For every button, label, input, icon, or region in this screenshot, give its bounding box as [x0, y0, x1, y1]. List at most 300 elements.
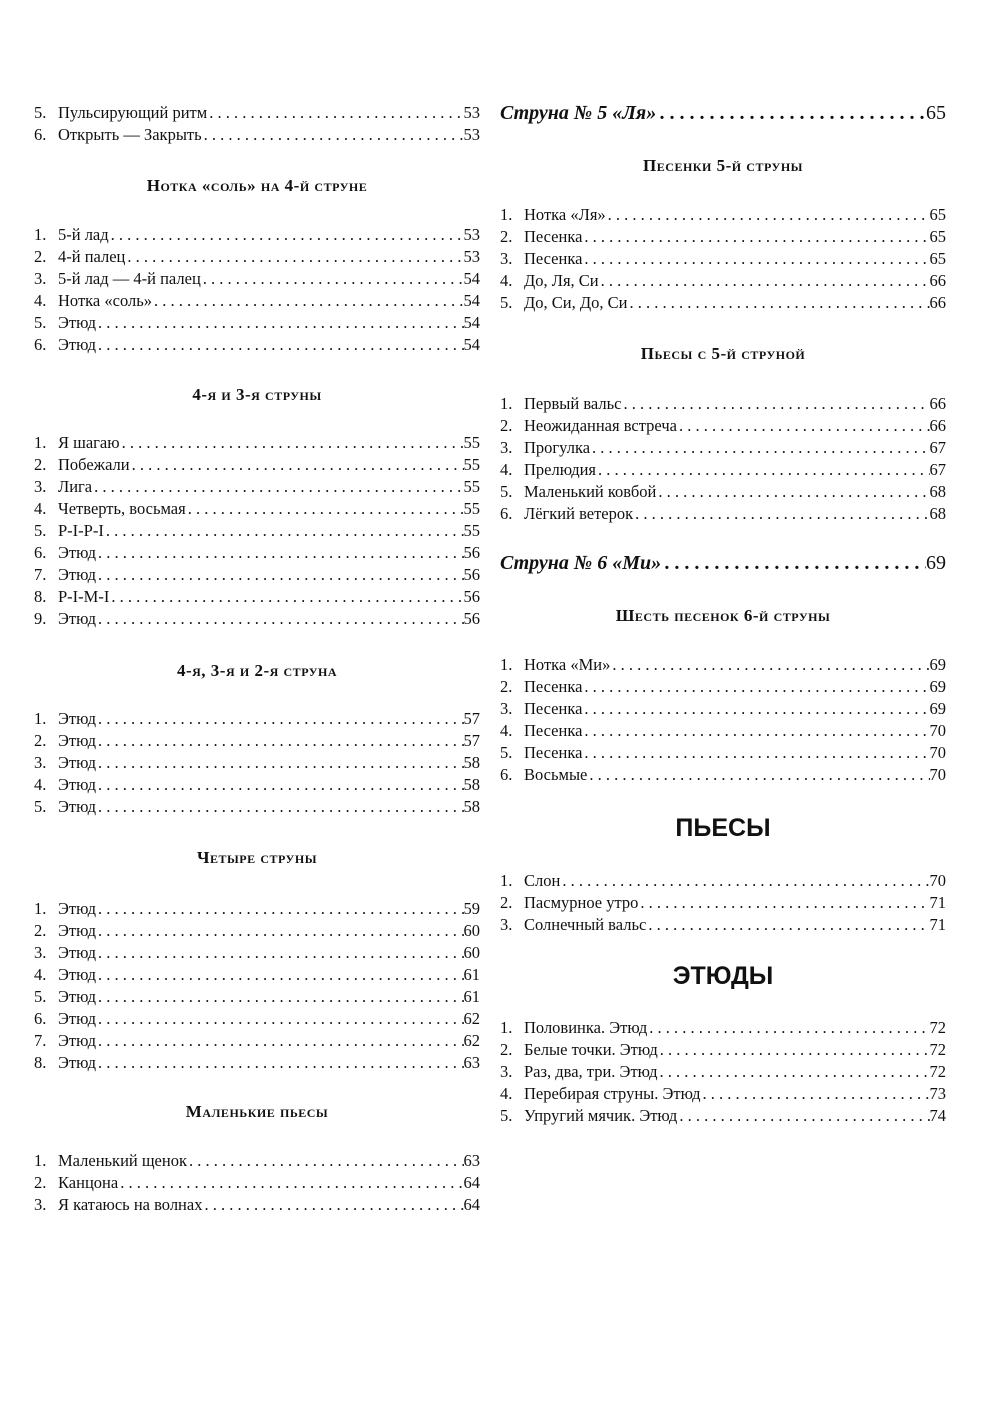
entry-title: Перебирая струны. Этюд — [524, 1084, 701, 1103]
entry-number: 5. — [34, 103, 47, 122]
leader-dots — [118, 1172, 463, 1194]
entry-title: Этюд — [58, 1031, 96, 1050]
leader-dots — [109, 224, 464, 246]
entry-page: 71 — [929, 915, 946, 934]
entry-page: 70 — [929, 721, 946, 740]
leader-dots — [610, 654, 929, 676]
entry-title: Этюд — [58, 335, 96, 354]
leader-dots — [187, 1150, 464, 1172]
toc-entry — [34, 1052, 480, 1074]
toc-entry — [34, 102, 480, 124]
entry-number: 3. — [34, 1195, 47, 1214]
leader-dots — [560, 870, 929, 892]
toc-entry — [500, 1039, 946, 1061]
entry-title: Этюд — [58, 899, 96, 918]
entry-title: Этюд — [58, 775, 96, 794]
entry-title: Открыть — Закрыть — [58, 125, 202, 144]
leader-dots — [658, 1061, 930, 1083]
leader-dots — [582, 248, 929, 270]
toc-entry — [34, 730, 480, 752]
toc-entry — [34, 1150, 480, 1172]
entry-page: 69 — [929, 677, 946, 696]
entry-title: Маленький ковбой — [524, 482, 657, 501]
entry-page: 54 — [463, 313, 480, 332]
leader-dots — [96, 730, 464, 752]
entry-page: 68 — [929, 482, 946, 501]
string-5-entry — [500, 98, 946, 128]
entry-number: 3. — [34, 477, 47, 496]
toc-entry — [34, 542, 480, 564]
toc-entry — [34, 268, 480, 290]
entry-number: 6. — [34, 1009, 47, 1028]
entry-title: Лёгкий ветерок — [524, 504, 634, 523]
entry-title: Этюд — [58, 731, 96, 750]
leader-dots — [130, 454, 464, 476]
entry-title: Маленький щенок — [58, 1151, 187, 1170]
entry-page: 58 — [463, 753, 480, 772]
entry-page: 64 — [463, 1195, 480, 1214]
entry-page: 56 — [463, 543, 480, 562]
section-list — [34, 432, 480, 630]
entry-page: 55 — [463, 499, 480, 518]
leader-dots — [96, 964, 464, 986]
entry-number: 1. — [34, 433, 47, 452]
entry-page: 55 — [463, 477, 480, 496]
entry-page: 60 — [463, 921, 480, 940]
entry-title: Я катаюсь на волнах — [58, 1195, 203, 1214]
entry-page: 53 — [463, 103, 480, 122]
leader-dots — [96, 542, 464, 564]
entry-title: Солнечный вальс — [524, 915, 647, 934]
leader-dots — [96, 920, 464, 942]
entry-page: 58 — [463, 797, 480, 816]
leader-dots — [109, 586, 463, 608]
entry-page: 72 — [929, 1062, 946, 1081]
toc-entry — [34, 290, 480, 312]
entry-number: 1. — [500, 1018, 513, 1037]
leader-dots — [96, 564, 464, 586]
entry-title: Лига — [58, 477, 93, 496]
entry-number: 3. — [500, 249, 513, 268]
leader-dots — [627, 292, 929, 314]
entry-number: 3. — [500, 699, 513, 718]
toc-entry — [500, 415, 946, 437]
leader-dots — [96, 312, 464, 334]
entry-number: 3. — [500, 915, 513, 934]
entry-title: Канцона — [58, 1173, 119, 1192]
entry-title: Этюд — [58, 709, 96, 728]
entry-title: Пульсирующий ритм — [58, 103, 208, 122]
leader-dots — [96, 898, 464, 920]
entry-number: 2. — [34, 1173, 47, 1192]
entry-number: 1. — [500, 655, 513, 674]
entry-title: Этюд — [58, 987, 96, 1006]
toc-entry — [500, 870, 946, 892]
entry-number: 1. — [500, 871, 513, 890]
toc-entry — [500, 459, 946, 481]
toc-entry — [34, 1172, 480, 1194]
string-5-title: Струна № 5 «Ля» — [500, 102, 657, 124]
toc-entry — [500, 270, 946, 292]
leader-dots — [701, 1083, 930, 1105]
leader-dots — [186, 498, 464, 520]
toc-entry — [500, 393, 946, 415]
toc-entry — [500, 676, 946, 698]
entry-page: 57 — [463, 731, 480, 750]
entry-page: 54 — [463, 269, 480, 288]
toc-entry — [500, 698, 946, 720]
leader-dots — [633, 503, 929, 525]
entry-number: 5. — [34, 987, 47, 1006]
entry-title: Песенка — [524, 677, 583, 696]
entry-number: 3. — [34, 269, 47, 288]
entry-title: 5-й лад — [58, 225, 109, 244]
entry-title: Пасмурное утро — [524, 893, 639, 912]
pieces-heading: ПЬЕСЫ — [675, 814, 771, 842]
entry-number: 4. — [500, 721, 513, 740]
section-list — [500, 1017, 946, 1127]
leader-dots — [582, 676, 929, 698]
toc-entry — [500, 292, 946, 314]
entry-number: 3. — [34, 943, 47, 962]
entry-number: 5. — [34, 521, 47, 540]
toc-entry — [34, 774, 480, 796]
leader-dots — [96, 1030, 464, 1052]
entry-title: Белые точки. Этюд — [524, 1040, 658, 1059]
entry-title: Этюд — [58, 543, 96, 562]
entry-title: Восьмые — [524, 765, 588, 784]
entry-page: 55 — [463, 521, 480, 540]
entry-page: 53 — [463, 125, 480, 144]
entry-number: 1. — [500, 205, 513, 224]
leader-dots — [596, 459, 929, 481]
leader-dots — [96, 774, 464, 796]
entry-page: 72 — [929, 1040, 946, 1059]
leader-dots — [92, 476, 463, 498]
string-5-page: 65 — [926, 102, 946, 124]
toc-entry — [500, 248, 946, 270]
entry-title: Первый вальс — [524, 394, 622, 413]
entry-number: 6. — [500, 504, 513, 523]
toc-entry — [34, 1194, 480, 1216]
toc-entry — [34, 432, 480, 454]
entry-page: 54 — [463, 335, 480, 354]
entry-page: 54 — [463, 291, 480, 310]
entry-title: Этюд — [58, 313, 96, 332]
entry-title: Песенка — [524, 721, 583, 740]
entry-page: 60 — [463, 943, 480, 962]
entry-page: 71 — [929, 893, 946, 912]
toc-entry — [34, 898, 480, 920]
toc-entry — [500, 654, 946, 676]
entry-number: 6. — [34, 335, 47, 354]
entry-page: 65 — [929, 205, 946, 224]
string-6-title: Струна № 6 «Ми» — [500, 552, 662, 574]
toc-entry — [34, 920, 480, 942]
entry-number: 2. — [500, 677, 513, 696]
section-list — [34, 898, 480, 1074]
entry-title: До, Си, До, Си — [524, 293, 628, 312]
leader-dots — [656, 98, 926, 128]
leader-dots — [96, 334, 464, 356]
entry-page: 70 — [929, 743, 946, 762]
leader-dots — [590, 437, 929, 459]
leader-dots — [599, 270, 930, 292]
toc-entry — [34, 312, 480, 334]
entry-number: 9. — [34, 609, 47, 628]
entry-title: Этюд — [58, 965, 96, 984]
section-title: Шесть песенок 6-й струны — [615, 606, 831, 625]
section-list — [500, 393, 946, 525]
section-list — [500, 204, 946, 314]
entry-page: 59 — [463, 899, 480, 918]
entry-title: Этюд — [58, 609, 96, 628]
leader-dots — [96, 796, 464, 818]
entry-page: 73 — [929, 1084, 946, 1103]
section-list — [34, 224, 480, 356]
string-6-page: 69 — [926, 552, 946, 574]
entry-page: 68 — [929, 504, 946, 523]
entry-number: 5. — [500, 293, 513, 312]
entry-title: P-I-P-I — [58, 521, 104, 540]
entry-title: Нотка «Ми» — [524, 655, 611, 674]
toc-entry — [500, 226, 946, 248]
entry-title: Прелюдия — [524, 460, 597, 479]
toc-entry — [34, 224, 480, 246]
entry-title: 4-й палец — [58, 247, 126, 266]
entry-number: 2. — [500, 1040, 513, 1059]
entry-page: 66 — [929, 293, 946, 312]
list-top — [34, 102, 480, 146]
leader-dots — [96, 942, 464, 964]
leader-dots — [120, 432, 464, 454]
section-title: Маленькие пьесы — [185, 1102, 329, 1121]
entry-number: 5. — [34, 797, 47, 816]
toc-entry — [500, 720, 946, 742]
entry-page: 62 — [463, 1009, 480, 1028]
entry-number: 4. — [34, 775, 47, 794]
entry-title: Неожиданная встреча — [524, 416, 677, 435]
toc-entry — [500, 481, 946, 503]
entry-title: Четверть, восьмая — [58, 499, 186, 518]
entry-title: Этюд — [58, 1053, 96, 1072]
entry-number: 3. — [500, 1062, 513, 1081]
entry-number: 8. — [34, 587, 47, 606]
entry-number: 5. — [500, 743, 513, 762]
entry-title: Я шагаю — [58, 433, 120, 452]
entry-page: 56 — [463, 565, 480, 584]
toc-entry — [34, 796, 480, 818]
toc-entry — [34, 334, 480, 356]
toc-entry — [500, 204, 946, 226]
toc-entry — [500, 914, 946, 936]
entry-number: 1. — [500, 394, 513, 413]
toc-entry — [500, 742, 946, 764]
entry-title: Нотка «Ля» — [524, 205, 606, 224]
entry-page: 70 — [929, 765, 946, 784]
toc-entry — [500, 1105, 946, 1127]
entry-page: 74 — [929, 1106, 946, 1125]
entry-page: 67 — [929, 438, 946, 457]
entry-title: Прогулка — [524, 438, 591, 457]
entry-number: 4. — [34, 965, 47, 984]
toc-entry — [500, 764, 946, 786]
entry-number: 2. — [500, 416, 513, 435]
leader-dots — [638, 892, 929, 914]
leader-dots — [96, 752, 464, 774]
entry-number: 6. — [34, 125, 47, 144]
entry-page: 63 — [463, 1151, 480, 1170]
leader-dots — [606, 204, 930, 226]
toc-entry — [34, 476, 480, 498]
entry-title: Этюд — [58, 1009, 96, 1028]
section-title: Песенки 5-й струны — [643, 156, 803, 175]
section-list — [500, 870, 946, 936]
entry-page: 63 — [463, 1053, 480, 1072]
entry-number: 2. — [34, 247, 47, 266]
entry-title: Побежали — [58, 455, 130, 474]
entry-page: 58 — [463, 775, 480, 794]
leader-dots — [582, 698, 929, 720]
leader-dots — [582, 226, 929, 248]
toc-entry — [34, 708, 480, 730]
entry-title: Песенка — [524, 249, 583, 268]
entry-title: Этюд — [58, 565, 96, 584]
leader-dots — [207, 102, 463, 124]
toc-entry — [34, 586, 480, 608]
leader-dots — [201, 268, 464, 290]
leader-dots — [677, 415, 930, 437]
toc-entry — [500, 1017, 946, 1039]
entry-number: 7. — [34, 1031, 47, 1050]
leader-dots — [125, 246, 463, 268]
section-title: 4-я и 3-я струны — [192, 385, 322, 404]
entry-page: 55 — [463, 455, 480, 474]
entry-page: 61 — [463, 965, 480, 984]
entry-title: Песенка — [524, 699, 583, 718]
entry-title: Раз, два, три. Этюд — [524, 1062, 658, 1081]
toc-entry — [500, 892, 946, 914]
entry-number: 2. — [34, 455, 47, 474]
leader-dots — [104, 520, 464, 542]
leader-dots — [202, 1194, 463, 1216]
entry-title: Песенка — [524, 743, 583, 762]
section-title: Пьесы с 5-й струной — [640, 344, 806, 363]
entry-page: 56 — [463, 587, 480, 606]
entry-page: 66 — [929, 394, 946, 413]
entry-number: 7. — [34, 565, 47, 584]
entry-title: 5-й лад — 4-й палец — [58, 269, 201, 288]
leader-dots — [677, 1105, 929, 1127]
entry-number: 2. — [500, 227, 513, 246]
entry-number: 1. — [34, 225, 47, 244]
entry-page: 67 — [929, 460, 946, 479]
entry-number: 6. — [500, 765, 513, 784]
entry-number: 4. — [34, 291, 47, 310]
entry-number: 6. — [34, 543, 47, 562]
entry-title: P-I-M-I — [58, 587, 110, 606]
leader-dots — [661, 548, 926, 578]
section-title: Нотка «соль» на 4-й струне — [146, 176, 368, 195]
leader-dots — [96, 986, 464, 1008]
entry-page: 55 — [463, 433, 480, 452]
entry-title: Этюд — [58, 921, 96, 940]
leader-dots — [152, 290, 464, 312]
leader-dots — [202, 124, 464, 146]
leader-dots — [96, 708, 464, 730]
entry-number: 5. — [500, 1106, 513, 1125]
entry-title: Песенка — [524, 227, 583, 246]
entry-number: 8. — [34, 1053, 47, 1072]
leader-dots — [621, 393, 929, 415]
leader-dots — [582, 720, 929, 742]
leader-dots — [646, 914, 929, 936]
entry-number: 4. — [34, 499, 47, 518]
leader-dots — [658, 1039, 930, 1061]
toc-entry — [34, 1030, 480, 1052]
toc-entry — [500, 1083, 946, 1105]
entry-number: 4. — [500, 460, 513, 479]
section-list — [500, 654, 946, 786]
entry-number: 2. — [34, 921, 47, 940]
entry-number: 2. — [34, 731, 47, 750]
entry-number: 1. — [34, 899, 47, 918]
entry-page: 66 — [929, 271, 946, 290]
toc-entry — [34, 124, 480, 146]
entry-title: Этюд — [58, 943, 96, 962]
entry-title: Половинка. Этюд — [524, 1018, 648, 1037]
entry-number: 2. — [500, 893, 513, 912]
section-list — [34, 708, 480, 818]
entry-page: 65 — [929, 227, 946, 246]
section-list — [34, 1150, 480, 1216]
entry-number: 1. — [34, 1151, 47, 1170]
toc-entry — [500, 503, 946, 525]
entry-title: Слон — [524, 871, 561, 890]
entry-page: 70 — [929, 871, 946, 890]
entry-title: Упругий мячик. Этюд — [524, 1106, 678, 1125]
leader-dots — [96, 608, 464, 630]
toc-entry — [34, 454, 480, 476]
entry-number: 4. — [500, 1084, 513, 1103]
toc-entry — [34, 752, 480, 774]
toc-entry — [500, 1061, 946, 1083]
toc-entry — [34, 520, 480, 542]
entry-page: 61 — [463, 987, 480, 1006]
leader-dots — [96, 1008, 464, 1030]
entry-number: 5. — [500, 482, 513, 501]
entry-page: 53 — [463, 225, 480, 244]
toc-entry — [34, 564, 480, 586]
entry-page: 57 — [463, 709, 480, 728]
entry-page: 62 — [463, 1031, 480, 1050]
entry-number: 3. — [500, 438, 513, 457]
entry-number: 5. — [34, 313, 47, 332]
toc-entry — [34, 246, 480, 268]
entry-number: 1. — [34, 709, 47, 728]
toc-entry — [34, 986, 480, 1008]
entry-page: 69 — [929, 655, 946, 674]
leader-dots — [647, 1017, 929, 1039]
entry-page: 64 — [463, 1173, 480, 1192]
section-title: 4-я, 3-я и 2-я струна — [176, 661, 338, 680]
string-6-entry — [500, 548, 946, 578]
entry-page: 66 — [929, 416, 946, 435]
toc-entry — [34, 1008, 480, 1030]
toc-entry — [500, 437, 946, 459]
entry-page: 72 — [929, 1018, 946, 1037]
entry-title: Нотка «соль» — [58, 291, 152, 310]
